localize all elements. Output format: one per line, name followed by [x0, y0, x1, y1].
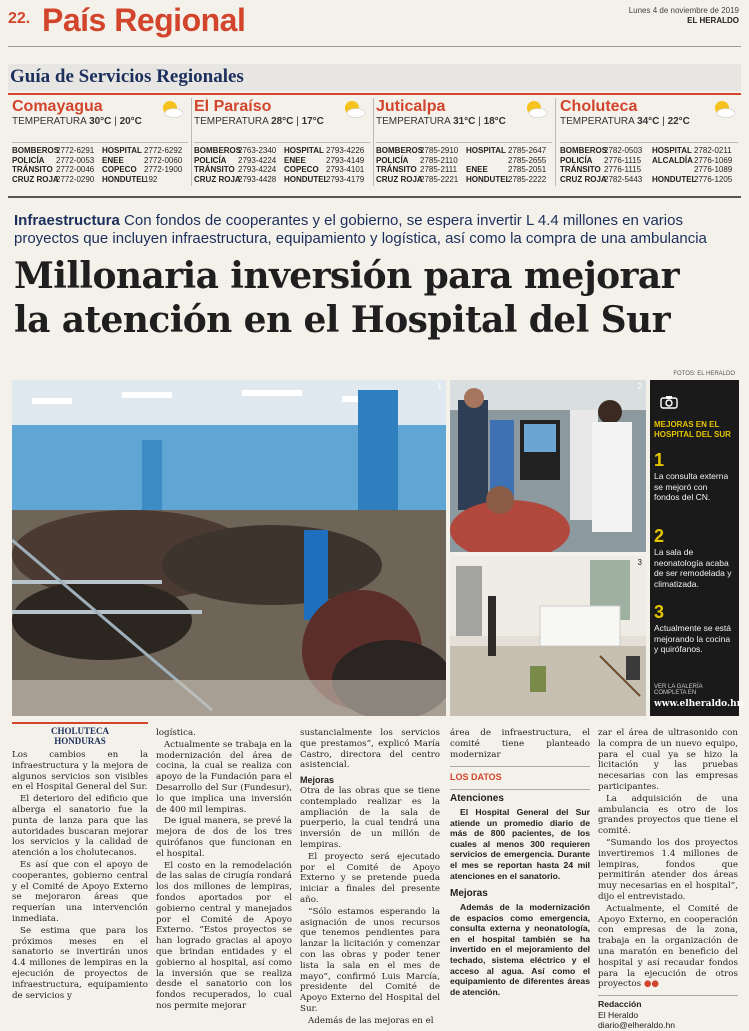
article-column-4 — [450, 728, 590, 997]
temperature: TEMPERATURA 31°C | 18°C — [376, 116, 506, 127]
paragraph: El deterioro del edificio que alberga el sanatorio fue la punta de lanza para que las autoridades buscaran mejorar los servicios y la calidad de atención a los cholutecanos. — [12, 794, 148, 859]
page-number: 22. — [8, 10, 31, 27]
temperature: TEMPERATURA 30°C | 20°C — [12, 116, 142, 127]
sidebar-item-number: 2 — [654, 526, 665, 546]
city-block-el-paraiso — [194, 98, 370, 190]
photo-number: 1 — [437, 382, 442, 391]
facts-text: El Hospital General del Sur atiende un promedio diario de más de 800 pacientes, de los cuales al menos 300 requieren servicios de emergencia. Durante el mes se reportan hasta 24 mil atenciones en el sanatorio. — [450, 806, 590, 881]
city-name: Comayagua — [12, 98, 103, 115]
paragraph: zar el área de ultrasonido con la compra de un nuevo equipo, para el cual ya se hizo la licitación y las pruebas necesarias con las empresas participantes. — [598, 728, 738, 792]
paragraph: “Sumando los dos proyectos invertiremos 1.4 millones de lempiras, fondos que permitirán atender dos áreas muy necesarias en el hospital”, dijo el entrevistado. — [598, 837, 738, 902]
sidebar-title: MEJORAS EN EL HOSPITAL DEL SUR — [654, 420, 731, 439]
headline-line-2: la atención en el Hospital del Sur — [14, 299, 670, 341]
services-right: HOSPITAL 2793-4226 ENEE 2793-4149 COPECO 2793-4101 HONDUTEL2793-4179 — [284, 146, 365, 184]
improvements-sidebar — [650, 380, 744, 716]
services-left: BOMBEROS2782-0503 POLICÍA 2776-1115 TRÁNSITO 2776-1115 CRUZ ROJA2782-5443 — [560, 146, 643, 184]
sun-cloud-icon — [710, 100, 736, 118]
divider — [194, 142, 370, 143]
section-title: País Regional — [42, 2, 246, 38]
city-name: El Paraíso — [194, 98, 272, 115]
column-rule — [191, 98, 192, 186]
article-column-5 — [598, 728, 738, 1031]
services-right: HOSPITAL 2785-2647 2785-2655 ENEE 2785-2051 HONDUTEL2785-2222 — [466, 146, 547, 184]
byline-name: El Heraldo — [598, 1009, 639, 1020]
article-column-2 — [156, 728, 292, 1013]
divider — [376, 142, 552, 143]
paragraph: Actualmente se trabaja en la modernización del área de cocina, la cual se realiza con apoyo de la Fundación para el Desarrollo del Sur (Fundesur), lo que implica una inversión de 400 mil lempiras. — [156, 739, 292, 815]
gallery-label: VER LA GALERÍA COMPLETA EN — [654, 684, 703, 696]
facts-subheading: Mejoras — [450, 888, 488, 900]
paragraph: De igual manera, se prevé la mejora de dos de los tres quirófanos que funcionan en el hospital. — [156, 816, 292, 859]
divider — [560, 142, 738, 143]
paragraph: El costo en la remodelación de las salas de cirugía rondará los dos millones de lempiras, fondos aportados por el gobierno central y manejados por el Comité de Apoyo Externo. “Estos proyectos se han logrado gracias al apoyo que brindan entidades y el gobierno al hospital, así como la inversión que se realiza desde el sanatorio con los fondos recuperados, lo cual nos permite mejorar — [156, 860, 292, 1011]
sun-cloud-icon — [522, 100, 548, 118]
paragraph: Es así que con el apoyo de cooperantes, gobierno central y el Comité de Apoyo Externo se mejoraron áreas que requerían una intervención inmediata. — [12, 859, 148, 924]
photo-credit: FOTOS: EL HERALDO — [673, 371, 735, 377]
paper-name: EL HERALDO — [687, 16, 739, 25]
paragraph: Otra de las obras que se tiene contemplado realizar es la ampliación de la sala de puerperio, la cual tendrá una inversión de un millón de lempiras. — [300, 785, 440, 850]
sun-cloud-icon — [340, 100, 366, 118]
article-kicker — [14, 212, 729, 248]
guide-title: Guía de Servicios Regionales — [10, 66, 244, 87]
services-left: BOMBEROS2763-2340 POLICÍA 2793-4224 TRÁNSITO 2793-4224 CRUZ ROJA2793-4428 — [194, 146, 277, 184]
city-name: Juticalpa — [376, 98, 446, 115]
services-left: BOMBEROS2772-6291 POLICÍA 2772-0053 TRÁNSITO 2772-0046 CRUZ ROJA2772-0290 — [12, 146, 95, 184]
sidebar-item-text: Actualmente se está mejorando la cocina y quirófanos. — [654, 623, 732, 654]
photo-neonatology — [450, 380, 646, 552]
column-rule — [373, 98, 374, 186]
divider — [12, 142, 188, 143]
sidebar-item — [654, 526, 735, 589]
facts-text: Además de la modernización de espacios como emergencia, consulta externa y neonatología, en el hospital también se ha invertido en el mejoramiento del techado, sistema eléctrico y el acceso al agua. Así como el equipamiento de diferentes áreas de atención. — [450, 901, 590, 997]
dateline: CHOLUTECA HONDURAS — [12, 722, 148, 746]
temperature: TEMPERATURA 34°C | 22°C — [560, 116, 690, 127]
header-rule — [8, 46, 741, 47]
paragraph: Los cambios en la infraestructura y la mejora de algunos servicios son visibles en el Hospital General del Sur. — [12, 750, 148, 793]
paragraph: Actualmente, el Comité de Apoyo Externo, en cooperación con empresas de la zona, trabaja en la organización de una maratón en beneficio del hospital y así recaudar fondos para la ejecución de otros proyectos ●● — [598, 903, 738, 990]
photo-kitchen — [450, 556, 646, 716]
guide-rule — [8, 93, 741, 95]
sidebar-item — [654, 450, 735, 503]
headline-line-1: Millonaria inversión para mejorar — [14, 255, 680, 297]
services-right: HOSPITAL 2782-0211 ALCALDÍA2776-1069 2776-1089 HONDUTEL2776-1205 — [652, 146, 733, 184]
city-block-comayagua — [12, 98, 188, 190]
sidebar-item — [654, 602, 735, 655]
kicker-text: Con fondos de cooperantes y el gobierno, se espera invertir L 4.4 millones en varios proyectos que incluyen infraestructura, equipamiento y logística, así como la compra de una ambulancia — [14, 212, 707, 247]
photo-number: 2 — [637, 382, 642, 391]
subheading: Mejoras — [300, 775, 335, 786]
paragraph: La adquisición de una ambulancia es otro de los grandes proyectos que tiene el comité. — [598, 793, 738, 837]
camera-icon — [660, 394, 678, 408]
paragraph: área de infraestructura, el comité tiene planteado modernizar — [450, 728, 590, 760]
sidebar-item-number: 1 — [654, 450, 665, 470]
gallery-link[interactable]: www.elheraldo.hn — [654, 699, 744, 709]
article-column-3 — [300, 728, 440, 1028]
services-right: HOSPITAL 2772-6292 ENEE 2772-0060 COPECO 2772-1900 HONDUTEL192 — [102, 146, 183, 184]
paragraph: “Sólo estamos esperando la asignación de unos recursos que tenemos pendientes para lanzar la licitación y comenzar con las obras y poder tener lista la sala en el mes de mayo”, confirmó Luis Marcía, presidente del Comité de Apoyo Externo del Hospital del Sur. — [300, 906, 440, 1014]
temperature: TEMPERATURA 28°C | 17°C — [194, 116, 324, 127]
paragraph: Además de las mejoras en el — [308, 1015, 434, 1026]
guide-bottom-rule — [8, 196, 741, 198]
facts-title: LOS DATOS — [450, 772, 502, 783]
services-left: BOMBEROS2785-2910 POLICÍA 2785-2110 TRÁNSITO 2785-2111 CRUZ ROJA2785-2221 — [376, 146, 459, 184]
sidebar-item-text: La consulta externa se mejoró con fondos del CN. — [654, 471, 729, 502]
column-rule — [555, 98, 556, 186]
byline-email[interactable]: diario@elheraldo.hn — [598, 1020, 676, 1031]
photo-number: 3 — [637, 558, 642, 567]
sidebar-item-text: La sala de neonatología acaba de ser remodelada y climatizada. — [654, 547, 732, 589]
city-name: Choluteca — [560, 98, 638, 115]
paragraph: sustancialmente los servicios que prestamos”, explicó María Castro, directora del centro asistencial. — [300, 728, 440, 771]
facts-subheading: Atenciones — [450, 793, 504, 805]
paragraph: El proyecto será ejecutado por el Comité de Apoyo Externo y se pretende pueda iniciar a finales del presente año. — [300, 851, 440, 905]
byline-title: Redacción — [598, 999, 642, 1010]
end-mark: ●● — [643, 979, 659, 990]
paragraph: logística. — [156, 728, 196, 738]
sidebar-item-number: 3 — [654, 602, 665, 622]
sun-cloud-icon — [158, 100, 184, 118]
article-column-1 — [12, 722, 148, 1002]
kicker-label: Infraestructura — [14, 212, 120, 229]
paragraph: Se estima que para los próximos meses en el sanatorio se invertirán unos 4.4 millones de lempiras en la ejecución de proyectos de infraestructura, equipamiento de servicios y — [12, 925, 148, 1001]
city-block-choluteca — [560, 98, 738, 190]
photo-waiting-room — [12, 380, 446, 716]
article-headline — [14, 254, 739, 342]
issue-date: Lunes 4 de noviembre de 2019 — [628, 6, 739, 15]
city-block-juticalpa — [376, 98, 552, 190]
